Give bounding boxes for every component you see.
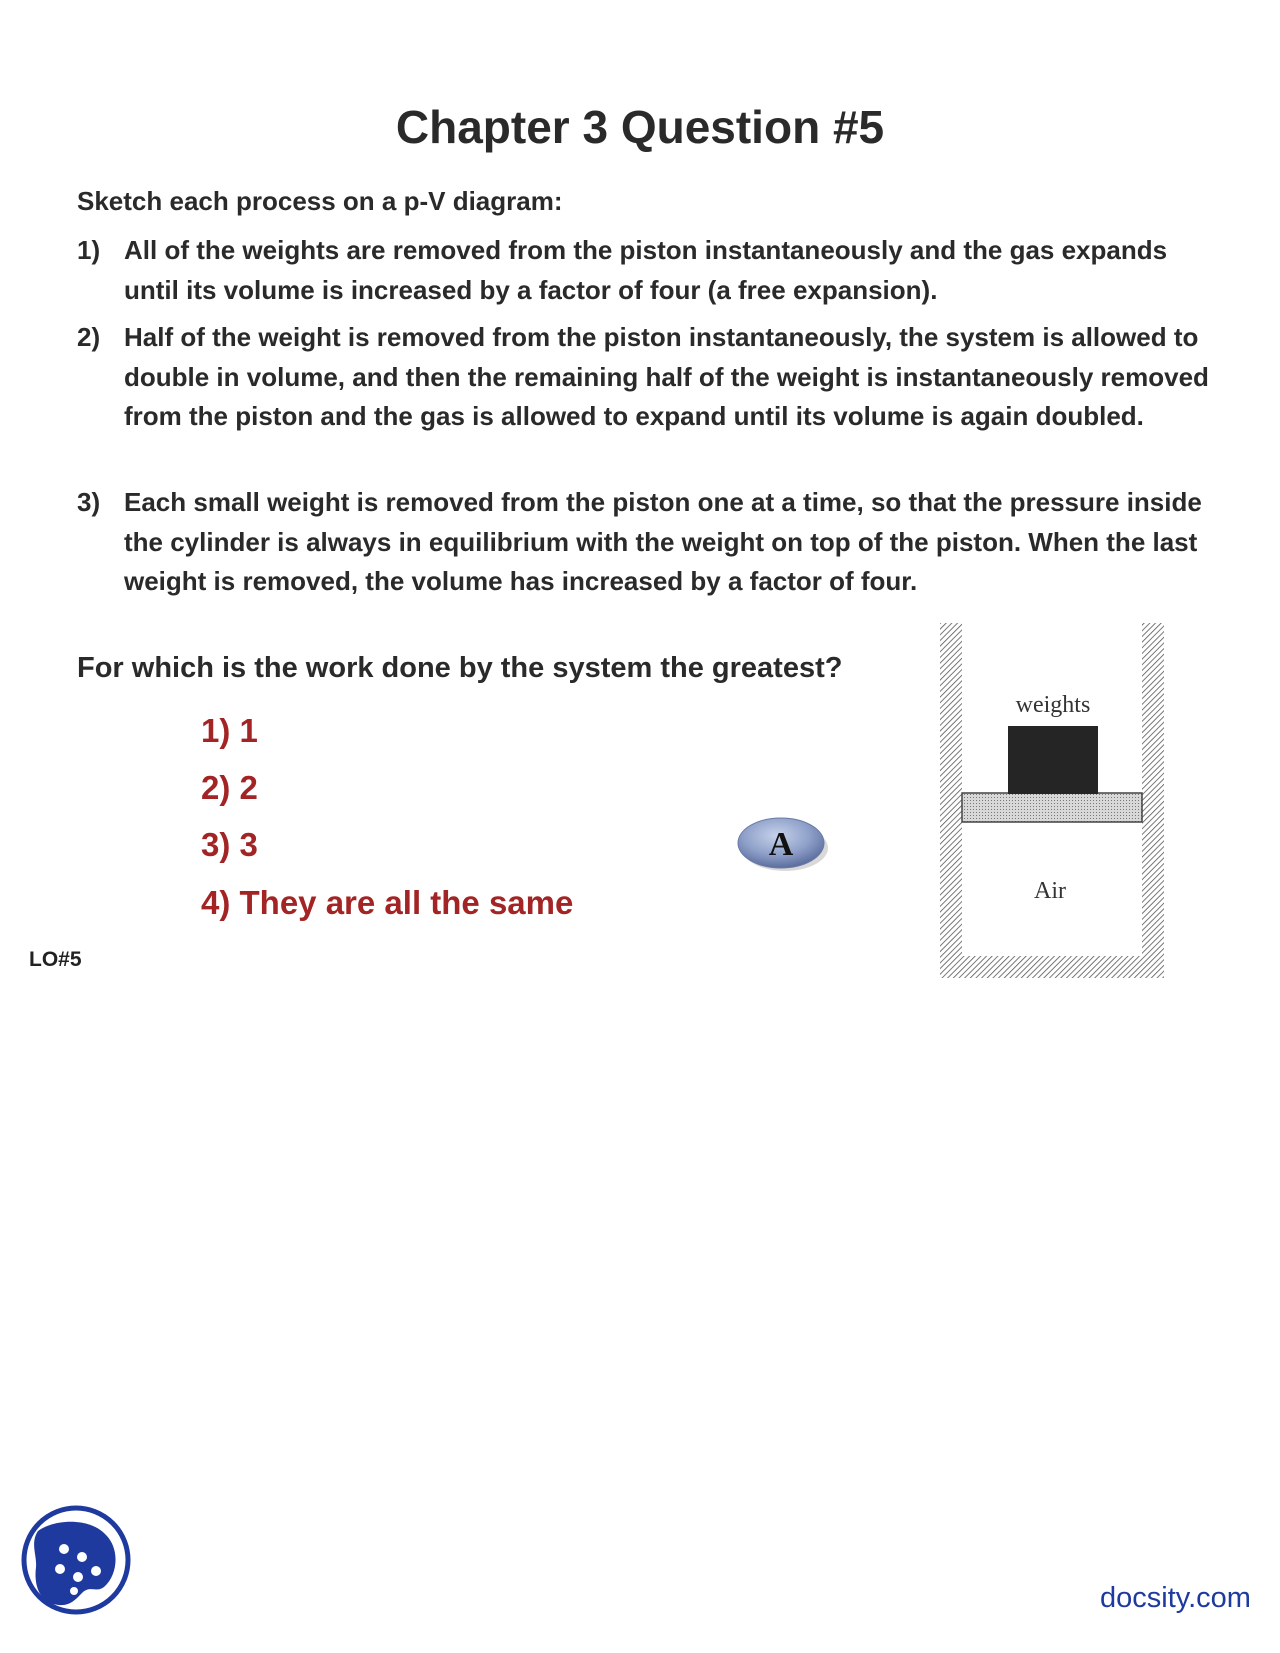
item-number: 2) — [77, 322, 101, 352]
item-text: All of the weights are removed from the piston instantaneously and the gas expands until its volume is increased by a factor of four (a free expansion). — [124, 235, 1168, 305]
lo-label: LO#5 — [29, 948, 82, 971]
air-label: Air — [1034, 878, 1066, 904]
process-item-1 — [77, 231, 1217, 310]
docsity-logo-icon — [20, 1505, 132, 1615]
item-text: Half of the weight is removed from the piston instantaneously, the system is allowed to double in volume, and then the remaining half of the weight is instantaneously removed from the piston and the gas is allowed to expand until its volume is again doubled. — [124, 322, 1209, 431]
item-number: 3) — [77, 487, 101, 517]
intro-text: Sketch each process on a p-V diagram: — [77, 186, 563, 216]
item-number: 1) — [77, 235, 101, 265]
process-item-3 — [77, 483, 1217, 602]
cylinder-left-wall — [940, 623, 962, 978]
answer-option-3[interactable]: 3) 3 — [201, 826, 258, 863]
piston — [962, 793, 1142, 822]
answer-option-1[interactable]: 1) 1 — [201, 712, 258, 749]
page-title: Chapter 3 Question #5 — [395, 101, 885, 153]
question-text: For which is the work done by the system the greatest? — [77, 652, 843, 684]
cylinder-right-wall — [1142, 623, 1164, 978]
badge-letter: A — [768, 826, 794, 863]
docsity-brand-link[interactable]: docsity.com — [1100, 1582, 1251, 1614]
weights-label: weights — [1015, 692, 1091, 718]
process-item-2 — [77, 318, 1217, 437]
answer-option-4[interactable]: 4) They are all the same — [201, 884, 574, 921]
weight-block — [1008, 726, 1098, 794]
piston-cylinder-diagram — [940, 623, 1170, 983]
cylinder-bottom — [940, 956, 1164, 978]
answer-option-2[interactable]: 2) 2 — [201, 769, 258, 806]
answer-badge[interactable] — [735, 812, 830, 874]
item-text: Each small weight is removed from the piston one at a time, so that the pressure inside the cylinder is always in equilibrium with the weight on top of the piston. When the last weight is removed, the volume has increased by a factor of four. — [124, 487, 1202, 596]
